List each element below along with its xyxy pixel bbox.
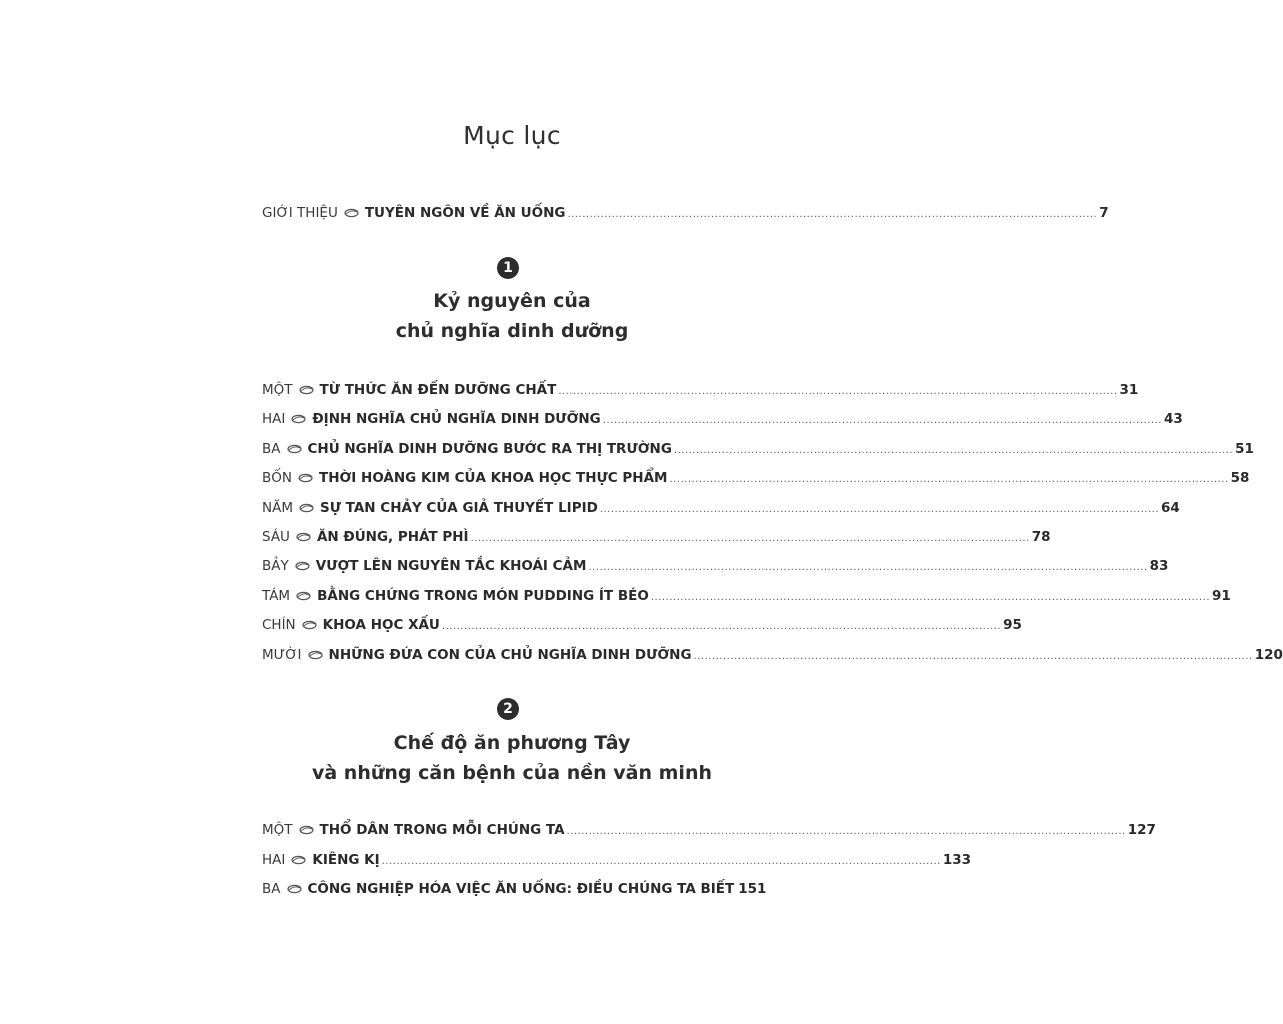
toc-entry[interactable]: [262, 587, 1231, 610]
toc-entry[interactable]: [262, 529, 1051, 551]
toc-entry[interactable]: [262, 617, 1022, 639]
part-number-badge: 1: [497, 257, 519, 279]
toc-entry[interactable]: [262, 470, 1250, 492]
dot-leader: ........................................................................................................................................................: [673, 444, 1234, 456]
toc-entry-label: BA: [262, 881, 281, 897]
page-title: Mục lục: [463, 120, 561, 150]
toc-entry[interactable]: [262, 558, 1169, 580]
toc-entry-label: HAI: [262, 411, 286, 428]
dot-leader: ........................................................................................................................................................: [602, 415, 1162, 427]
toc-entry-page: 120: [1254, 646, 1283, 663]
toc-entry-label: SÁU: [262, 529, 290, 545]
dot-leader: ........................................................................................................................................................: [441, 621, 1002, 633]
toc-entry-title: THỔ DÂN TRONG MỖI CHÚNG TA: [319, 822, 565, 838]
leaf-ornament-icon: [296, 591, 311, 601]
leaf-ornament-icon: [344, 208, 359, 218]
toc-entry-title: CÔNG NGHIỆP HÓA VIỆC ĂN UỐNG: ĐIỀU CHÚNG TA BIẾT: [307, 881, 735, 897]
toc-entry-label: TÁM: [262, 587, 291, 604]
dot-leader: ........................................................................................................................................................: [558, 386, 1118, 397]
toc-entry-title: ĂN ĐÚNG, PHÁT PHÌ: [316, 529, 469, 545]
toc-entry-label: BA: [262, 440, 281, 457]
leaf-ornament-icon: [287, 444, 302, 454]
leaf-ornament-icon: [299, 825, 314, 835]
toc-entry-label: MỘT: [262, 822, 293, 838]
leaf-ornament-icon: [298, 473, 313, 483]
leaf-ornament-icon: [299, 503, 314, 513]
toc-entry-title: VƯỢT LÊN NGUYÊN TẮC KHOÁI CẢM: [315, 558, 587, 575]
toc-entry-page: 91: [1212, 587, 1231, 604]
toc-entry-title: BẰNG CHỨNG TRONG MÓN PUDDING ÍT BÉO: [317, 587, 649, 604]
part-heading-line2: và những căn bệnh của nền văn minh: [311, 762, 712, 784]
toc-entry-page: 78: [1031, 529, 1051, 545]
toc-entry-intro[interactable]: [262, 205, 1109, 227]
leaf-ornament-icon: [295, 561, 310, 571]
toc-entry[interactable]: [262, 440, 1254, 463]
toc-entry-title: THỜI HOÀNG KIM CỦA KHOA HỌC THỰC PHẨM: [319, 470, 668, 487]
toc-entry-page: 64: [1161, 499, 1180, 516]
toc-entry-page: 51: [1235, 440, 1254, 457]
toc-entry-title: KIÊNG KỊ: [312, 851, 380, 868]
toc-entry-label: BẢY: [262, 558, 289, 575]
toc-entry-label: GIỚI THIỆU: [262, 205, 338, 221]
leaf-ornament-icon: [291, 414, 306, 424]
part-heading-line1: Kỷ nguyên của: [433, 290, 591, 312]
toc-entry-page: 7: [1099, 205, 1109, 221]
toc-entry-title: TUYÊN NGÔN VỀ ĂN UỐNG: [364, 205, 566, 221]
leaf-ornament-icon: [299, 385, 314, 395]
toc-entry[interactable]: [262, 499, 1180, 522]
toc-entry-page: 83: [1149, 558, 1169, 575]
leaf-ornament-icon: [302, 620, 317, 630]
toc-entry[interactable]: [262, 411, 1183, 433]
toc-entry-title: ĐỊNH NGHĨA CHỦ NGHĨA DINH DƯỠNG: [312, 411, 601, 428]
toc-entry[interactable]: [262, 382, 1139, 404]
dot-leader: ........................................................................................................................................................: [566, 826, 1126, 837]
toc-entry-page: 58: [1230, 470, 1250, 487]
toc-entry-label: HAI: [262, 851, 286, 868]
dot-leader: ........................................................................................................................................................: [599, 503, 1159, 515]
leaf-ornament-icon: [291, 855, 306, 865]
part-number-badge: 2: [497, 698, 519, 720]
toc-entry-page: 31: [1119, 382, 1139, 398]
dot-leader: ................................................................................................................................................: [567, 209, 1098, 220]
dot-leader: ........................................................................................................................................................: [669, 474, 1229, 486]
dot-leader: ........................................................................................................................................................: [470, 533, 1030, 544]
part-heading-line2: chủ nghĩa dinh dưỡng: [395, 320, 629, 342]
leaf-ornament-icon: [287, 884, 302, 894]
dot-leader: ........................................................................................................................................................: [650, 591, 1211, 603]
toc-entry-label: CHÍN: [262, 617, 296, 634]
toc-entry-title: SỰ TAN CHẢY CỦA GIẢ THUYẾT LIPID: [319, 499, 598, 516]
leaf-ornament-icon: [296, 532, 311, 542]
toc-entry-title: KHOA HỌC XẤU: [322, 617, 440, 634]
toc-entry-title: TỪ THỨC ĂN ĐẾN DƯỠNG CHẤT: [319, 382, 557, 398]
toc-entry-page: 95: [1003, 617, 1022, 634]
toc-entry-title: NHỮNG ĐỨA CON CỦA CHỦ NGHĨA DINH DƯỠNG: [328, 646, 692, 663]
dot-leader: ........................................................................................................................................................: [381, 855, 941, 867]
toc-entry[interactable]: [262, 881, 767, 903]
leaf-ornament-icon: [308, 650, 323, 660]
toc-entry-label: MƯỜI: [262, 646, 302, 663]
toc-entry[interactable]: [262, 851, 972, 874]
toc-entry[interactable]: [262, 646, 1283, 669]
toc-entry-page: 151: [738, 881, 767, 897]
dot-leader: ........................................................................................................................................................: [588, 562, 1148, 574]
toc-entry-title: CHỦ NGHĨA DINH DƯỠNG BƯỚC RA THỊ TRƯỜNG: [307, 440, 672, 457]
toc-entry-label: BỐN: [262, 470, 292, 487]
toc-entry-page: 133: [942, 851, 972, 868]
toc-entry-page: 127: [1127, 822, 1156, 838]
toc-entry-page: 43: [1163, 411, 1183, 428]
toc-entry[interactable]: [262, 822, 1156, 844]
toc-entry-label: NĂM: [262, 499, 293, 516]
toc-entry-label: MỘT: [262, 382, 293, 398]
dot-leader: ........................................................................................................................................................: [693, 650, 1253, 662]
part-heading-line1: Chế độ ăn phương Tây: [393, 732, 631, 754]
